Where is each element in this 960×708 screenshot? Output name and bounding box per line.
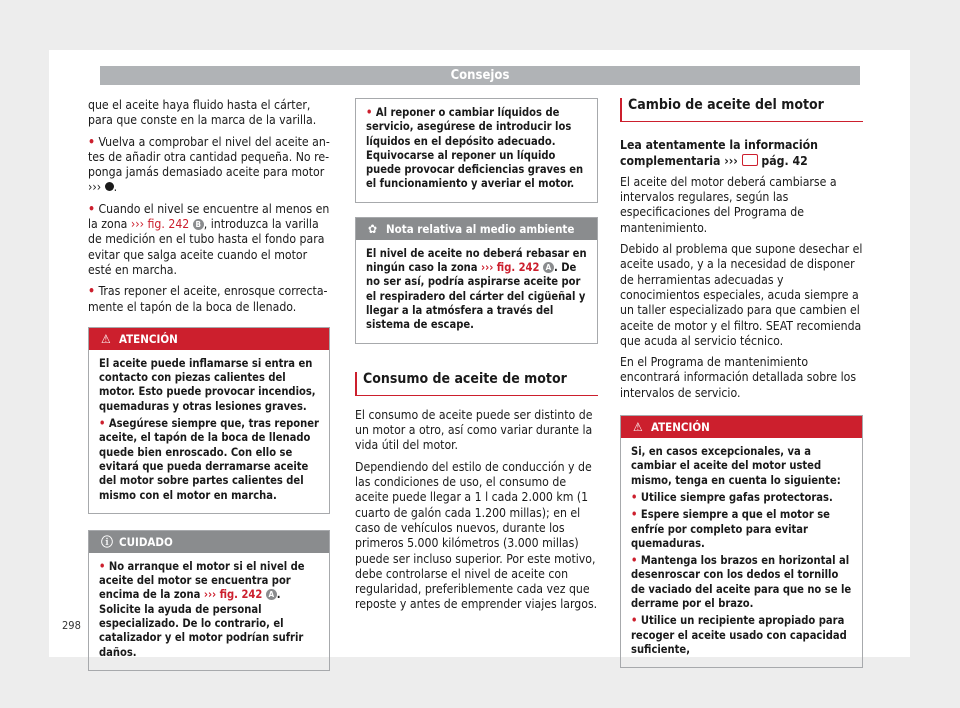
page-header: Consejos <box>100 66 860 85</box>
list-item <box>88 284 330 315</box>
book-icon <box>742 154 758 166</box>
list-item <box>88 202 330 278</box>
list-item <box>99 560 319 660</box>
bullet-icon: • <box>88 201 96 216</box>
continued-box <box>355 98 598 203</box>
list-item <box>631 554 852 611</box>
paragraph: Dependiendo del estilo de conducción y de las condiciones de uso, el consumo de aceite puede llegar a 1 l cada 2.000 km (1 cuarto de galón cada 1.200 millas); en el caso de vehículos nuevos, durante los primeros 5.000 kilómetros (3.000 millas) puede ser incluso superior. Por este motivo, debe controlarse el nivel de aceite con regularidad, preferiblemente cada vez que reposte y antes de emprender viajes largos. <box>355 459 598 612</box>
text: . De no ser así, podría aspirarse aceite por el respiradero del cárter del cigüeñal y llegar a la atmósfera a través del sistema de escape. <box>366 261 586 332</box>
text: El nivel de aceite no deberá rebasar en ningún caso la zona <box>366 246 587 275</box>
warning-triangle-icon: ⚠ <box>633 420 643 435</box>
bullet-icon: • <box>631 614 638 628</box>
environment-box-body <box>356 240 597 343</box>
warning-text: Si, en casos excepcionales, va a cambiar el aceite del motor usted mismo, tenga en cuenta lo siguiente: <box>631 445 841 487</box>
environment-box <box>355 217 598 344</box>
warning-title: ATENCIÓN <box>651 420 710 435</box>
list-item-text: Tras reponer el aceite, enrosque correctamente el tapón de la boca de llenado. <box>88 284 328 314</box>
paragraph: El consumo de aceite puede ser distinto de un motor a otro, así como variar durante la vida útil del motor. <box>355 407 593 453</box>
figure-link[interactable]: ››› fig. 242 <box>203 588 263 602</box>
list-item-text: Mantenga los brazos en horizontal al desenroscar con los dedos el tornillo de vaciado del aceite para que no se le derrame por el brazo. <box>631 554 852 611</box>
caution-box-header <box>89 531 329 553</box>
section-title: Cambio de aceite del motor <box>620 98 863 122</box>
lead-paragraph <box>620 138 863 169</box>
caution-title: CUIDADO <box>119 534 173 549</box>
list-item-text: Vuelva a comprobar el nivel del aceite antes de añadir otra cantidad pequeña. No reponga jamás demasiado aceite para motor <box>88 134 330 180</box>
reference-arrow[interactable]: ››› <box>88 180 102 195</box>
page-link[interactable]: pág. 42 <box>761 153 808 168</box>
bullet-icon: • <box>631 554 638 568</box>
list-item <box>99 417 319 503</box>
list-item <box>366 106 587 192</box>
warning-box <box>88 327 330 514</box>
bullet-icon: • <box>88 134 96 149</box>
caution-box-body <box>89 553 329 670</box>
reference-arrow[interactable]: ››› <box>724 153 738 168</box>
paragraph: Debido al problema que supone desechar el aceite usado, y a la necesidad de disponer de herramientas adecuadas y conocimientos especiales, acuda siempre a un taller especializado para que cambien el aceite de motor y el filtro. SEAT recomienda que acuda al servicio técnico. <box>620 242 863 348</box>
list-item <box>631 491 852 505</box>
warning-box-body <box>89 350 329 513</box>
bullet-icon: • <box>631 490 638 504</box>
paragraph: En el Programa de mantenimiento encontrará información detallada sobre los intervalos de servicio. <box>620 355 857 400</box>
lead-text: Lea atentamente la información complementaria <box>620 138 818 168</box>
list-item <box>631 508 852 551</box>
column-3 <box>620 98 863 668</box>
warning-title: ATENCIÓN <box>119 331 178 346</box>
warning-box <box>620 415 863 668</box>
list-item <box>631 614 852 657</box>
bullet-icon: • <box>88 284 96 299</box>
warning-text: El aceite puede inflamarse si entra en contacto con piezas calientes del motor. Esto puede provocar incendios, quemaduras y otras lesiones graves. <box>99 356 316 413</box>
list-item-text: Cuando el nivel se encuentre al menos en la zona <box>88 201 330 232</box>
bullet-icon: • <box>99 559 106 573</box>
list-item-text: Asegúrese siempre que, tras reponer aceite, el tapón de la boca de llenado quede bien enroscado. Con ello se evitará que pueda derramarse aceite del motor sobre partes calientes del mismo con el motor en marcha. <box>99 417 319 502</box>
warning-box-body <box>621 438 862 667</box>
list-item-text: Al reponer o cambiar líquidos de servicio, asegúrese de introducir los líquidos en el depósito adecuado. Equivocarse al reponer un líquido puede provocar deficiencias graves en el funcionamiento y averiar el motor. <box>366 106 584 191</box>
figure-link[interactable]: ››› fig. 242 <box>481 261 540 275</box>
list-item: • Vuelva a comprobar el nivel del aceite antes de añadir otra cantidad pequeña. No reponga jamás demasiado aceite para motor ››› . <box>88 134 330 195</box>
paragraph: que el aceite haya fluido hasta el cárter, para que conste en la marca de la varilla. <box>88 98 317 128</box>
info-circle-icon: ⓘ <box>101 534 114 549</box>
caution-box <box>88 530 330 671</box>
warning-box-header <box>89 328 329 350</box>
list-item-text: Utilice un recipiente apropiado para recoger el aceite usado con capacidad suficiente, <box>631 614 847 656</box>
page-number: 298 <box>62 619 81 632</box>
bullet-icon: • <box>631 508 638 522</box>
label-badge: A <box>543 262 554 273</box>
bullet-icon: • <box>99 417 106 431</box>
column-2 <box>355 98 598 619</box>
paragraph: El aceite del motor deberá cambiarse a intervalos regulares, según las especificaciones del Programa de mantenimiento. <box>620 174 837 235</box>
environment-icon: ✿ <box>368 221 378 236</box>
section-title: Consumo de aceite de motor <box>355 372 598 396</box>
list-item-text: , introduzca la varilla de medición en el tubo hasta el fondo para evitar que salga aceite cuando el motor esté en marcha. <box>88 217 325 277</box>
continued-box-body <box>356 99 597 202</box>
list-item-text: No arranque el motor si el nivel de aceite del motor se encuentra por encima de la zona <box>99 559 305 602</box>
bullet-icon: • <box>366 106 373 119</box>
environment-title: Nota relativa al medio ambiente <box>386 221 575 236</box>
environment-text <box>366 247 587 333</box>
label-badge: A <box>266 589 277 600</box>
list-item-text: Utilice siempre gafas protectoras. <box>640 490 833 504</box>
column-1 <box>88 98 330 671</box>
list-item-text: . Solicite la ayuda de personal especializado. De lo contrario, el catalizador y el motor podrían sufrir daños. <box>99 588 304 659</box>
list-item-text: Espere siempre a que el motor se enfríe por completo para evitar quemaduras. <box>631 508 830 550</box>
environment-box-header <box>356 218 597 240</box>
warning-circle-icon <box>105 182 114 191</box>
label-badge: B <box>193 219 204 230</box>
figure-link[interactable]: ››› fig. 242 <box>130 217 190 232</box>
warning-box-header <box>621 416 862 438</box>
warning-triangle-icon: ⚠ <box>101 331 111 346</box>
